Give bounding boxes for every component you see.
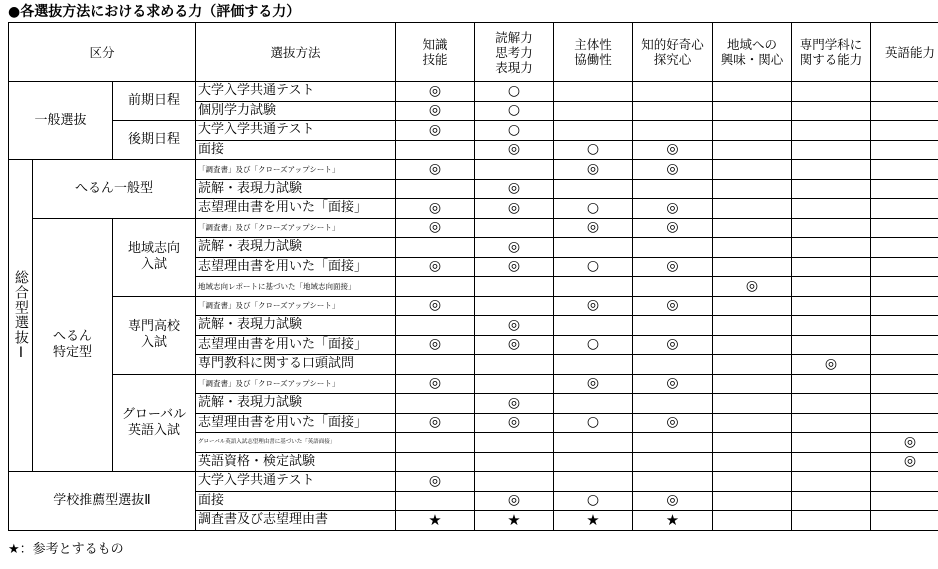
mark-cell bbox=[871, 277, 938, 297]
mark-cell bbox=[792, 82, 871, 102]
mark-cell bbox=[871, 316, 938, 336]
method-cell: 「調査書」及び「クローズアップシート」 bbox=[196, 374, 396, 394]
mark-cell bbox=[792, 335, 871, 355]
method-cell: 面接 bbox=[196, 140, 396, 160]
mark-cell bbox=[554, 394, 633, 414]
mark-cell bbox=[633, 433, 713, 453]
mark-cell: ◎ bbox=[871, 433, 938, 453]
mark-cell: ◎ bbox=[475, 257, 554, 277]
mark-cell bbox=[713, 472, 792, 492]
header-column: 英語能力 bbox=[871, 23, 938, 82]
table-row bbox=[9, 218, 938, 238]
evaluation-table bbox=[8, 22, 938, 531]
mark-cell bbox=[792, 257, 871, 277]
mark-cell bbox=[396, 433, 475, 453]
header-column: 読解力 思考力 表現力 bbox=[475, 23, 554, 82]
category-senmon: 専門高校 入試 bbox=[113, 296, 196, 374]
mark-cell: ◎ bbox=[396, 121, 475, 141]
mark-cell bbox=[792, 160, 871, 180]
mark-cell bbox=[792, 140, 871, 160]
mark-cell bbox=[554, 355, 633, 375]
mark-cell bbox=[792, 101, 871, 121]
mark-cell: ◎ bbox=[396, 160, 475, 180]
mark-cell bbox=[713, 433, 792, 453]
method-cell: 個別学力試験 bbox=[196, 101, 396, 121]
mark-cell bbox=[713, 82, 792, 102]
category-ippan: 一般選抜 bbox=[9, 82, 113, 160]
mark-cell: ◎ bbox=[871, 452, 938, 472]
mark-cell bbox=[871, 491, 938, 511]
table-row bbox=[9, 472, 938, 492]
mark-cell: ○ bbox=[554, 491, 633, 511]
mark-cell: ◎ bbox=[475, 394, 554, 414]
mark-cell: ◎ bbox=[554, 374, 633, 394]
mark-cell: ○ bbox=[554, 413, 633, 433]
method-cell: 志望理由書を用いた「面接」 bbox=[196, 199, 396, 219]
mark-cell bbox=[713, 140, 792, 160]
mark-cell bbox=[871, 101, 938, 121]
mark-cell: ◎ bbox=[633, 199, 713, 219]
mark-cell bbox=[792, 121, 871, 141]
mark-cell bbox=[792, 179, 871, 199]
mark-cell: ○ bbox=[554, 199, 633, 219]
mark-cell bbox=[554, 472, 633, 492]
table-row bbox=[9, 121, 938, 141]
mark-cell bbox=[792, 238, 871, 258]
method-cell: 読解・表現力試験 bbox=[196, 316, 396, 336]
mark-cell bbox=[713, 374, 792, 394]
mark-cell bbox=[871, 413, 938, 433]
mark-cell bbox=[792, 472, 871, 492]
mark-cell bbox=[396, 238, 475, 258]
method-cell: 志望理由書を用いた「面接」 bbox=[196, 257, 396, 277]
mark-cell bbox=[475, 160, 554, 180]
mark-cell bbox=[633, 101, 713, 121]
mark-cell bbox=[871, 121, 938, 141]
mark-cell: ◎ bbox=[396, 218, 475, 238]
mark-cell bbox=[871, 511, 938, 531]
mark-cell: ◎ bbox=[792, 355, 871, 375]
mark-cell: ◎ bbox=[633, 413, 713, 433]
method-cell: 面接 bbox=[196, 491, 396, 511]
category-herun-tokutei: へるん 特定型 bbox=[33, 218, 113, 472]
method-cell: 志望理由書を用いた「面接」 bbox=[196, 335, 396, 355]
header-category: 区分 bbox=[9, 23, 196, 82]
mark-cell bbox=[713, 238, 792, 258]
mark-cell: ○ bbox=[554, 140, 633, 160]
mark-cell bbox=[633, 316, 713, 336]
mark-cell bbox=[713, 179, 792, 199]
mark-cell bbox=[554, 316, 633, 336]
page-title: ●各選抜方法における求める力（評価する力） bbox=[8, 4, 301, 20]
mark-cell: ◎ bbox=[396, 199, 475, 219]
mark-cell bbox=[713, 199, 792, 219]
mark-cell bbox=[713, 491, 792, 511]
mark-cell bbox=[871, 296, 938, 316]
mark-cell: ◎ bbox=[396, 335, 475, 355]
mark-cell bbox=[792, 316, 871, 336]
mark-cell: ◎ bbox=[633, 218, 713, 238]
mark-cell bbox=[475, 296, 554, 316]
mark-cell bbox=[871, 257, 938, 277]
mark-cell: ★ bbox=[554, 511, 633, 531]
mark-cell: ◎ bbox=[713, 277, 792, 297]
header-column: 地域への 興味・関心 bbox=[713, 23, 792, 82]
mark-cell: ◎ bbox=[396, 82, 475, 102]
mark-cell bbox=[554, 277, 633, 297]
mark-cell bbox=[554, 179, 633, 199]
method-cell: 志望理由書を用いた「面接」 bbox=[196, 413, 396, 433]
mark-cell bbox=[475, 472, 554, 492]
mark-cell bbox=[554, 433, 633, 453]
mark-cell: ◎ bbox=[475, 335, 554, 355]
header-method: 選抜方法 bbox=[196, 23, 396, 82]
mark-cell bbox=[396, 316, 475, 336]
mark-cell: ◎ bbox=[475, 140, 554, 160]
mark-cell bbox=[792, 511, 871, 531]
mark-cell bbox=[713, 101, 792, 121]
mark-cell bbox=[475, 433, 554, 453]
mark-cell: ◎ bbox=[396, 296, 475, 316]
mark-cell: ○ bbox=[554, 335, 633, 355]
mark-cell bbox=[713, 335, 792, 355]
header-column: 主体性 協働性 bbox=[554, 23, 633, 82]
category-sougou bbox=[9, 160, 33, 472]
mark-cell bbox=[396, 394, 475, 414]
mark-cell bbox=[792, 374, 871, 394]
mark-cell: ◎ bbox=[633, 491, 713, 511]
mark-cell bbox=[713, 452, 792, 472]
category-sougou-text: 総合型選抜Ⅰ bbox=[12, 269, 29, 362]
header-column: 知的好奇心 探究心 bbox=[633, 23, 713, 82]
mark-cell bbox=[871, 238, 938, 258]
mark-cell: ◎ bbox=[633, 374, 713, 394]
table-row bbox=[9, 160, 938, 180]
mark-cell: ◎ bbox=[633, 335, 713, 355]
mark-cell: ★ bbox=[633, 511, 713, 531]
mark-cell: ○ bbox=[475, 101, 554, 121]
category-chiiki: 地域志向 入試 bbox=[113, 218, 196, 296]
mark-cell bbox=[792, 277, 871, 297]
mark-cell bbox=[792, 218, 871, 238]
method-cell: 読解・表現力試験 bbox=[196, 238, 396, 258]
mark-cell bbox=[633, 472, 713, 492]
mark-cell bbox=[396, 179, 475, 199]
mark-cell bbox=[713, 511, 792, 531]
mark-cell bbox=[871, 355, 938, 375]
mark-cell bbox=[792, 413, 871, 433]
mark-cell: ◎ bbox=[554, 218, 633, 238]
mark-cell: ◎ bbox=[475, 316, 554, 336]
mark-cell bbox=[713, 218, 792, 238]
mark-cell bbox=[871, 199, 938, 219]
method-cell: 「調査書」及び「クローズアップシート」 bbox=[196, 296, 396, 316]
table-row bbox=[9, 296, 938, 316]
mark-cell bbox=[396, 355, 475, 375]
method-cell: グローバル英語入試志望理由書に基づいた「英語面接」 bbox=[196, 433, 396, 453]
mark-cell bbox=[554, 82, 633, 102]
mark-cell bbox=[633, 355, 713, 375]
mark-cell bbox=[554, 452, 633, 472]
mark-cell: ◎ bbox=[396, 413, 475, 433]
mark-cell: ○ bbox=[475, 121, 554, 141]
mark-cell bbox=[633, 179, 713, 199]
header-column: 知識 技能 bbox=[396, 23, 475, 82]
mark-cell bbox=[554, 121, 633, 141]
mark-cell bbox=[633, 394, 713, 414]
mark-cell: ◎ bbox=[396, 257, 475, 277]
mark-cell bbox=[871, 472, 938, 492]
mark-cell: ★ bbox=[396, 511, 475, 531]
method-cell: 英語資格・検定試験 bbox=[196, 452, 396, 472]
mark-cell bbox=[713, 160, 792, 180]
mark-cell bbox=[871, 179, 938, 199]
mark-cell bbox=[713, 394, 792, 414]
mark-cell: ◎ bbox=[475, 199, 554, 219]
mark-cell bbox=[792, 433, 871, 453]
mark-cell bbox=[713, 413, 792, 433]
mark-cell: ◎ bbox=[396, 374, 475, 394]
mark-cell bbox=[475, 355, 554, 375]
mark-cell: ◎ bbox=[633, 257, 713, 277]
mark-cell: ◎ bbox=[475, 491, 554, 511]
mark-cell bbox=[633, 82, 713, 102]
mark-cell bbox=[396, 277, 475, 297]
method-cell: 「調査書」及び「クローズアップシート」 bbox=[196, 218, 396, 238]
category-suisen: 学校推薦型選抜Ⅱ bbox=[9, 472, 196, 531]
mark-cell bbox=[633, 452, 713, 472]
mark-cell: ◎ bbox=[554, 296, 633, 316]
mark-cell: ◎ bbox=[633, 140, 713, 160]
method-cell: 「調査書」及び「クローズアップシート」 bbox=[196, 160, 396, 180]
mark-cell: ◎ bbox=[475, 179, 554, 199]
mark-cell bbox=[475, 452, 554, 472]
mark-cell bbox=[396, 452, 475, 472]
category-herun-ippan: へるん一般型 bbox=[33, 160, 196, 219]
mark-cell bbox=[633, 121, 713, 141]
mark-cell: ◎ bbox=[475, 238, 554, 258]
mark-cell bbox=[713, 355, 792, 375]
mark-cell: ★ bbox=[475, 511, 554, 531]
mark-cell bbox=[713, 296, 792, 316]
method-cell: 大学入学共通テスト bbox=[196, 472, 396, 492]
mark-cell bbox=[792, 491, 871, 511]
mark-cell bbox=[713, 316, 792, 336]
mark-cell bbox=[792, 394, 871, 414]
mark-cell bbox=[475, 374, 554, 394]
mark-cell: ◎ bbox=[554, 160, 633, 180]
mark-cell bbox=[475, 218, 554, 238]
method-cell: 大学入学共通テスト bbox=[196, 82, 396, 102]
category-zenki: 前期日程 bbox=[113, 82, 196, 121]
header-column: 専門学科に 関する能力 bbox=[792, 23, 871, 82]
mark-cell bbox=[554, 238, 633, 258]
table-row bbox=[9, 82, 938, 102]
mark-cell bbox=[554, 101, 633, 121]
mark-cell bbox=[633, 277, 713, 297]
mark-cell bbox=[871, 82, 938, 102]
mark-cell bbox=[871, 140, 938, 160]
mark-cell bbox=[871, 160, 938, 180]
mark-cell bbox=[396, 140, 475, 160]
legend-note: ★：参考とするもの bbox=[8, 542, 124, 557]
mark-cell bbox=[792, 199, 871, 219]
mark-cell bbox=[633, 238, 713, 258]
mark-cell bbox=[713, 257, 792, 277]
mark-cell bbox=[871, 218, 938, 238]
mark-cell: ◎ bbox=[396, 101, 475, 121]
method-cell: 読解・表現力試験 bbox=[196, 179, 396, 199]
method-cell: 読解・表現力試験 bbox=[196, 394, 396, 414]
mark-cell: ◎ bbox=[633, 296, 713, 316]
mark-cell bbox=[871, 374, 938, 394]
method-cell: 地域志向レポートに基づいた「地域志向面接」 bbox=[196, 277, 396, 297]
table-row bbox=[9, 374, 938, 394]
mark-cell bbox=[396, 491, 475, 511]
mark-cell: ◎ bbox=[475, 413, 554, 433]
mark-cell: ○ bbox=[554, 257, 633, 277]
mark-cell bbox=[871, 335, 938, 355]
category-global: グローバル 英語入試 bbox=[113, 374, 196, 472]
mark-cell bbox=[792, 452, 871, 472]
mark-cell bbox=[871, 394, 938, 414]
mark-cell: ○ bbox=[475, 82, 554, 102]
method-cell: 大学入学共通テスト bbox=[196, 121, 396, 141]
mark-cell bbox=[713, 121, 792, 141]
mark-cell bbox=[792, 296, 871, 316]
category-kouki: 後期日程 bbox=[113, 121, 196, 160]
header-row bbox=[9, 23, 938, 82]
mark-cell bbox=[475, 277, 554, 297]
mark-cell: ◎ bbox=[396, 472, 475, 492]
mark-cell: ◎ bbox=[633, 160, 713, 180]
method-cell: 調査書及び志望理由書 bbox=[196, 511, 396, 531]
method-cell: 専門教科に関する口頭試問 bbox=[196, 355, 396, 375]
